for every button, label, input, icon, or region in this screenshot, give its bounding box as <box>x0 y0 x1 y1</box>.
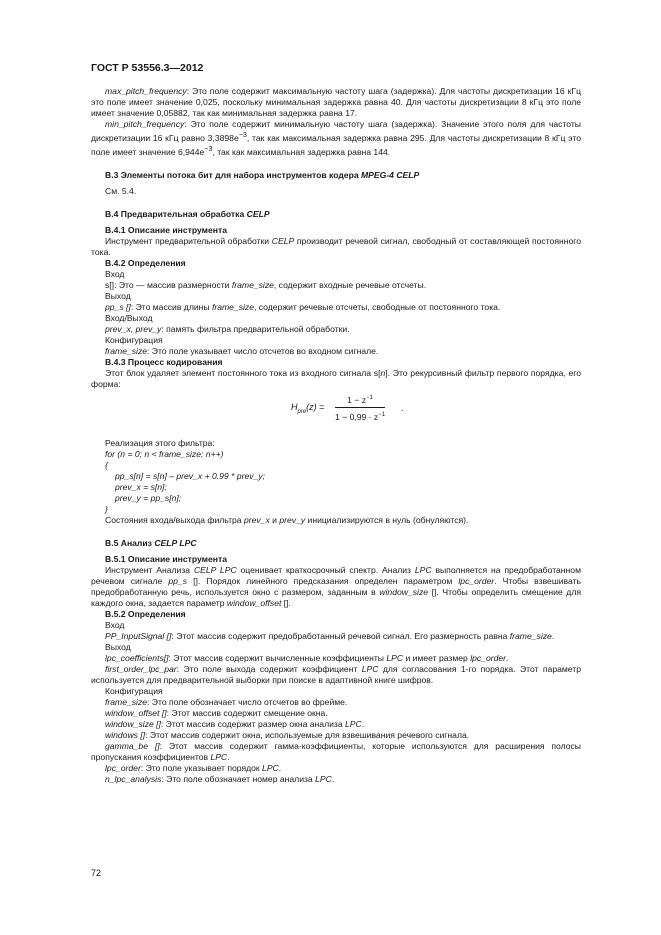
subsection-b52-heading: В.5.2 Определения <box>105 608 186 619</box>
term: LPC <box>386 652 404 663</box>
text: Этот блок удаляет элемент постоянного тока из входного сигнала s[ <box>105 367 381 378</box>
term: lpc_coefficients[] <box>105 652 169 663</box>
text: Инструмент Анализа <box>105 564 194 575</box>
term: CELP <box>271 235 295 246</box>
subsection-b41-heading: В.4.1 Описание инструмента <box>105 224 227 235</box>
term: frame_size <box>231 279 274 290</box>
text: , содержит входные речевые отсчеты. <box>273 279 427 290</box>
formula-numerator <box>335 393 385 408</box>
text: ]. Это рекурсивный фильтр первого порядка, его форма: <box>91 367 581 389</box>
term: CELP LPC <box>193 564 237 575</box>
subsection-b43-heading: В.4.3 Процесс кодирования <box>105 356 223 367</box>
term: frame_size <box>509 630 552 641</box>
term: lpc_order <box>458 575 495 586</box>
term: frame_size <box>105 345 148 356</box>
text: : Этот массив содержит вычисленные коэффициенты <box>168 652 387 663</box>
text: : Этот массив содержит гамма-коэффициенты, которые используются для расширения полосы пропускания коэффициентов <box>91 740 581 762</box>
formula-subscript: pre <box>297 408 307 415</box>
term: min_pitch_frequency <box>105 119 185 129</box>
b43-description <box>91 368 581 390</box>
def-first-order-lpc-par <box>91 664 581 686</box>
term: frame_size <box>105 696 148 707</box>
term: window_size [] <box>105 718 161 729</box>
text: : Это поле выхода содержит коэффициент <box>176 663 362 674</box>
text: : Это поле указывает число отсчетов во входном сигнале. <box>147 345 379 356</box>
text: []. Чтобы определить смещение для каждого окна, задается параметр <box>91 586 581 608</box>
text: Инструмент предварительной обработки <box>105 235 272 246</box>
text: оценивает краткосрочный спектр. Анализ <box>236 564 415 575</box>
text: и имеет размер <box>403 652 471 663</box>
def-prev <box>91 324 581 335</box>
text: и <box>269 514 280 525</box>
subsection-b51-heading: В.5.1 Описание инструмента <box>105 553 227 564</box>
heading-text: В.4 Предварительная обработка <box>105 208 247 219</box>
page-number: 72 <box>91 868 102 878</box>
label-output: Выход <box>105 290 131 301</box>
term: window_offset <box>226 597 282 608</box>
def-frame-size <box>91 697 581 708</box>
text: производит речевой сигнал, свободный от составляющей постоянного тока. <box>91 235 581 257</box>
term: gamma_be [] <box>105 740 160 751</box>
heading-term: MPEG-4 CELP <box>361 169 420 180</box>
term: lpc_order <box>105 762 141 773</box>
text: : Этот массив содержит окна, используемые для взвешивания речевого сигнала. <box>145 729 470 740</box>
subsection-b42-heading: В.4.2 Определения <box>105 257 186 268</box>
def-window-offset <box>91 708 581 719</box>
impl-intro: Реализация этого фильтра: <box>105 437 215 448</box>
term: lpc_order <box>470 652 507 663</box>
text: выполняется на предобработанном речевом сигнале <box>91 564 581 586</box>
text: : Это поле содержит минимальную частоту шага (задержка). Значение этого поля для частоты дискретизации 16 кГц равно 3,3898e <box>91 119 581 143</box>
numerator-exponent: −1 <box>366 394 373 401</box>
term: prev_y <box>279 514 306 525</box>
formula-lhs <box>291 402 324 418</box>
filter-state-note <box>91 515 581 526</box>
text: для согласования 1-го порядка. Этот параметр используется для предварительной выборки при поиске в адаптивной книге шифров. <box>91 663 581 685</box>
text: []. <box>281 597 291 608</box>
denominator-text: 1 − 0,99 · z <box>335 411 379 422</box>
formula-denominator <box>335 408 385 423</box>
code-line: prev_x = s[n]; <box>115 481 167 492</box>
text: : Этот массив содержит размер окна анализа <box>160 718 345 729</box>
def-window-size <box>91 719 581 730</box>
text: : память фильтра предварительной обработки. <box>161 323 350 334</box>
text: . <box>278 762 282 773</box>
heading-term: CELP <box>246 208 270 219</box>
code-line: pp_s[n] = s[n] – prev_x + 0.99 * prev_y; <box>115 470 266 481</box>
def-pp-s <box>91 302 581 313</box>
def-frame-size <box>91 346 581 357</box>
label-configuration: Конфигурация <box>105 685 163 696</box>
denominator-exponent: −1 <box>378 411 386 418</box>
exponent: −3 <box>204 144 213 153</box>
formula-argument: (z) = <box>306 401 325 412</box>
text: s[]: Это — массив размерности <box>105 279 232 290</box>
term: pp_s <box>168 575 188 586</box>
def-windows <box>91 730 581 741</box>
term: prev_x <box>243 514 270 525</box>
formula-symbol: H <box>291 401 298 412</box>
text: : Это поле содержит максимальную частоту шага (задержка). Для частоты дискретизации 16 кГц это поле имеет значение 0,025, поскольку минимальная задержка равна 40. Для частоты дискретизации 8 кГц это поле имеет значение 0,05882, так как минимальная задержка равна 17. <box>91 86 581 118</box>
label-input-output: Вход/Выход <box>105 312 153 323</box>
section-b3-heading <box>91 170 581 181</box>
b51-description <box>91 565 581 609</box>
text: Состояния входа/выхода фильтра <box>105 514 244 525</box>
label-input: Вход <box>105 619 125 630</box>
text: . Чтобы взвешивать предобработанную речь, используется окно с размером, заданным в <box>91 575 582 597</box>
term: LPC <box>262 762 279 773</box>
code-line: prev_y = pp_s[n]; <box>115 492 182 503</box>
term: n <box>380 367 386 378</box>
para-min-pitch <box>91 119 581 158</box>
text: : Это поле обозначает номер анализа <box>161 773 316 784</box>
text: : Это массив длины <box>130 301 212 312</box>
term: LPC <box>315 773 332 784</box>
filter-code <box>91 449 581 515</box>
term: max_pitch_frequency <box>105 86 187 96</box>
label-output: Выход <box>105 641 131 652</box>
b41-description <box>91 236 581 258</box>
term: windows [] <box>105 729 146 740</box>
code-line: } <box>105 503 108 514</box>
page-body <box>91 86 581 785</box>
exponent: −3 <box>238 131 247 139</box>
text: . <box>227 751 230 762</box>
text: : Этот массив содержит предобработанный речевой сигнал. Его размерность равна <box>171 630 510 641</box>
heading-term: CELP LPC <box>154 537 197 548</box>
text: , содержит речевые отсчеты, свободные от постоянного тока. <box>253 301 501 312</box>
term: window_size <box>379 586 429 597</box>
term: prev_x, prev_y <box>105 323 162 334</box>
formula-fraction <box>335 393 385 423</box>
text: . <box>506 652 509 663</box>
code-line: for (n = 0; n < frame_size; n++) <box>105 448 224 459</box>
text: : Это поле обозначает число отсчетов во фрейме. <box>147 696 348 707</box>
standard-header: ГОСТ Р 53556.3—2012 <box>91 62 204 74</box>
term: PP_InputSignal [] <box>105 630 172 641</box>
def-lpc-coefficients <box>91 653 581 664</box>
numerator-text: 1 − z <box>347 394 367 405</box>
term: frame_size <box>211 301 254 312</box>
text: : Этот массив содержит смещение окна. <box>166 707 328 718</box>
filter-formula <box>91 393 581 433</box>
term: n_lpc_analysis <box>105 773 162 784</box>
term: LPC <box>414 564 432 575</box>
text: . <box>551 630 555 641</box>
text: . <box>361 718 365 729</box>
heading-text: В.3 Элементы потока бит для набора инструментов кодера <box>105 169 362 180</box>
para-max-pitch <box>91 86 581 119</box>
section-b5-heading <box>91 538 581 549</box>
text: инициализируются в нуль (обнуляются). <box>305 514 469 525</box>
term: pp_s [] <box>105 301 131 312</box>
def-n-lpc-analysis <box>91 774 581 785</box>
label-configuration: Конфигурация <box>105 334 163 345</box>
heading-text: В.5 Анализ <box>105 537 155 548</box>
term: LPC <box>210 751 228 762</box>
term: LPC <box>361 663 379 674</box>
def-gamma-be <box>91 741 581 763</box>
label-input: Вход <box>105 268 125 279</box>
text: . <box>331 773 335 784</box>
formula-period: . <box>401 402 404 413</box>
def-lpc-order <box>91 763 581 774</box>
text: , так как максимальная задержка равна 144. <box>212 146 391 157</box>
term: window_offset [] <box>105 707 167 718</box>
text: : Это поле указывает порядок <box>140 762 263 773</box>
section-b4-heading <box>91 209 581 220</box>
def-s-array <box>91 280 581 291</box>
term: first_order_lpc_par <box>105 663 177 674</box>
text: , так как максимальная задержка равна 295. Для частоты дискретизации 8 кГц это поле имеет значение 6,944e <box>91 132 581 157</box>
code-line: { <box>105 459 108 470</box>
term: LPC <box>345 718 362 729</box>
see-reference: См. 5.4. <box>105 185 137 196</box>
def-pp-input-signal <box>91 631 581 642</box>
text: []. Порядок линейного предсказания определен параметром <box>187 575 459 586</box>
